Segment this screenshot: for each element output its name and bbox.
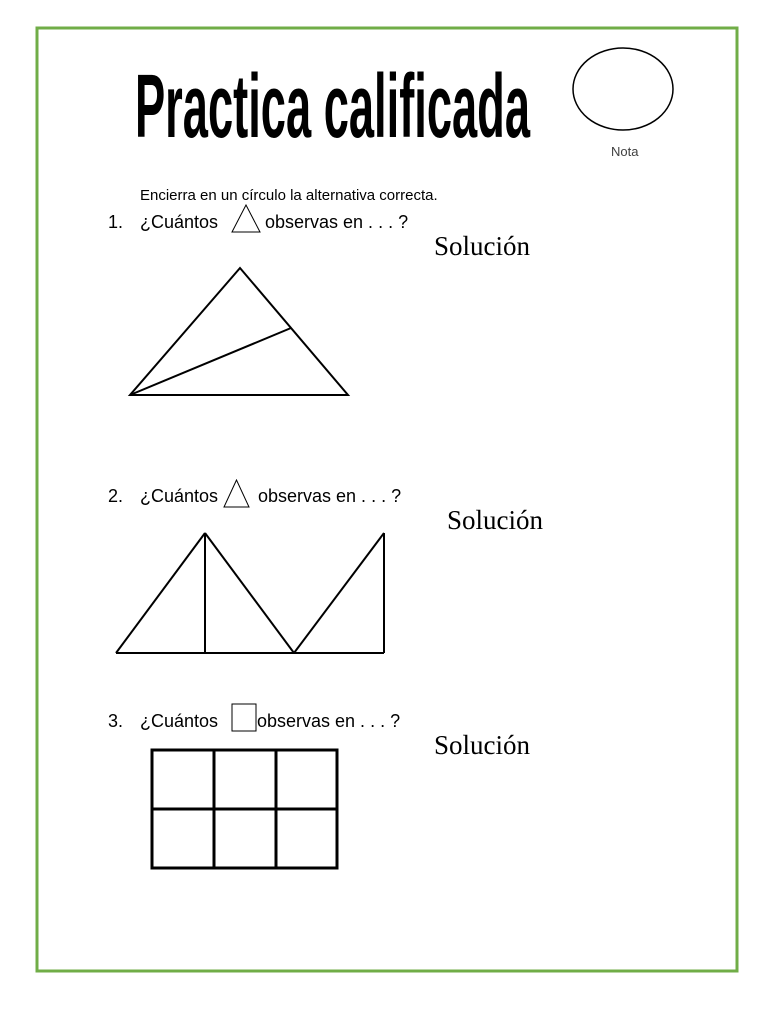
figure-2-left-side xyxy=(116,533,205,653)
figure-2-middle-side xyxy=(205,533,294,653)
instruction-text: Encierra en un círculo la alternativa correcta. xyxy=(140,187,438,204)
question-suffix: observas en . . . ? xyxy=(265,212,409,232)
question-suffix: observas en . . . ? xyxy=(257,711,401,731)
square-icon xyxy=(231,703,258,733)
question-prefix: ¿Cuántos xyxy=(140,212,219,232)
question-suffix: observas en . . . ? xyxy=(258,486,402,506)
question-number: 2. xyxy=(108,486,124,506)
figure-2 xyxy=(116,533,384,653)
question-prefix: ¿Cuántos xyxy=(140,711,219,731)
grade-label: Nota xyxy=(611,144,639,159)
grade-oval xyxy=(573,48,673,130)
triangle-icon xyxy=(231,204,261,234)
triangle-icon xyxy=(223,479,250,509)
figure-3 xyxy=(152,750,337,868)
question-prefix: ¿Cuántos xyxy=(140,486,219,506)
page-title: Practica calificada xyxy=(135,57,531,157)
solution-label: Solución xyxy=(434,730,531,760)
figure-1-outer-triangle xyxy=(130,268,348,395)
figure-1-inner-segment xyxy=(130,328,291,395)
figure-2-right-slant xyxy=(294,533,384,653)
solution-label: Solución xyxy=(434,231,531,261)
solution-label: Solución xyxy=(447,505,544,535)
question-number: 1. xyxy=(108,212,124,232)
question-number: 3. xyxy=(108,711,124,731)
figure-1 xyxy=(130,268,348,395)
